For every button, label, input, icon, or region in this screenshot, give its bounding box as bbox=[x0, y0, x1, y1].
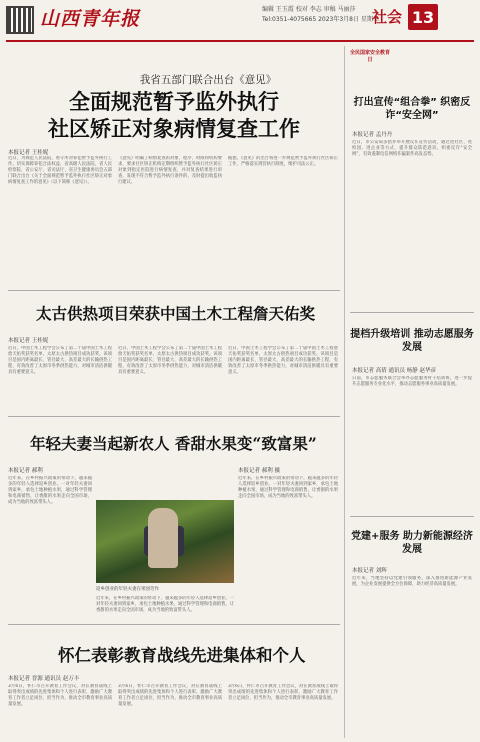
column-divider bbox=[344, 46, 345, 738]
article2-headline: 太古供热项目荣获中国土木工程詹天佑奖 bbox=[36, 304, 316, 323]
photo-caption: 返乡创业的年轻夫妻在果园劳作 bbox=[96, 587, 159, 592]
article3-col2: 近年来，在乡村振兴政策的带动下，越来越多的年轻人选择返乡创业。一对年轻夫妻回到家乡，承包土地种植水果，通过科学管理和电商销售，让香甜的水果走向全国市场，成为当地的致富带头人。 bbox=[96, 596, 234, 614]
sidebar-story3-byline: 本报记者 刘辉 bbox=[352, 568, 387, 574]
article3-col1: 近年来，在乡村振兴政策的带动下，越来越多的年轻人选择返乡创业。一对年轻夫妻回到家乡，承包土地种植水果，通过科学管理和电商销售，让香甜的水果走向全国市场，成为当地的致富带头人。 bbox=[8, 476, 92, 506]
divider bbox=[8, 416, 340, 417]
article4-byline: 本报记者 晋源 通讯员 赵万丰 bbox=[8, 676, 80, 682]
article3-col3: 近年来，在乡村振兴政策的带动下，越来越多的年轻人选择返乡创业。一对年轻夫妻回到家乡，承包土地种植水果，通过科学管理和电商销售，让香甜的水果走向全国市场，成为当地的致富带头人。 bbox=[238, 476, 338, 500]
article3-byline: 本报记者 郝利 bbox=[8, 468, 43, 474]
newspaper-logo: 山西青年报 bbox=[40, 8, 141, 30]
masthead bbox=[0, 0, 480, 44]
article4-headline: 怀仁表彰教育战线先进集体和个人 bbox=[58, 646, 306, 665]
article4-col3: 3月6日，怀仁市召开教育工作会议，对在教育战线上取得突出成绩的先进集体和个人进行表彰，激励广大教育工作者立足岗位、担当作为，推动全市教育事业高质量发展。 bbox=[228, 684, 338, 702]
article1-col3: 据悉，《意见》的出台将进一步规范暂予监外执行社区矫正工作，严格落实刑罚执行制度，维护司法公正。 bbox=[228, 156, 338, 168]
sidebar-story2-headline: 提档升级培训 推动志愿服务发展 bbox=[350, 329, 474, 353]
masthead-rule bbox=[6, 40, 474, 42]
divider bbox=[8, 624, 340, 625]
sidebar-story3-body: 近年来，当地坚持以党建引领服务，深入推进新能源产业发展，为企业发展提供全方位保障，助力经济高质量发展。 bbox=[352, 576, 472, 588]
article1-col2: 《意见》明确了病情复查的对象、程序、时限和机构要求，要求社区矫正机构定期组织暂予监外执行社区矫正对象到指定医院进行病情复查，并对复查结果进行审查，发现不符合暂予监外执行条件的，及时提出收监执行建议。 bbox=[118, 156, 222, 186]
article3-photo bbox=[96, 500, 234, 583]
article4-col2: 3月6日，怀仁市召开教育工作会议，对在教育战线上取得突出成绩的先进集体和个人进行表彰，激励广大教育工作者立足岗位、担当作为，推动全市教育事业高质量发展。 bbox=[118, 684, 222, 708]
article1-byline: 本报记者 王桂妮 bbox=[8, 150, 49, 156]
sidebar-badge: 全民国家安全教育日 bbox=[350, 50, 391, 63]
article2-byline: 本报记者 王桂妮 bbox=[8, 338, 49, 344]
article1-headline: 全面规范暂予监外执行 社区矫正对象病情复查工作 bbox=[48, 89, 300, 141]
page-number: 13 bbox=[408, 4, 438, 30]
divider bbox=[350, 516, 474, 517]
sidebar-story1-body: 近日，市公安局多措并举开展反诈宣传活动，通过进社区、进校园、进企业等方式，提升群众防范意识，织密反诈“安全网”，有效遏制电信网络诈骗案件高发态势。 bbox=[352, 140, 472, 158]
date-info: Tel:0351-4075665 2023年3月8日 星期三 bbox=[262, 16, 379, 23]
photo-credit: 本报记者 郝利 摄 bbox=[238, 468, 280, 474]
divider bbox=[350, 312, 474, 313]
article2-col2: 近日，中国土木工程学会公布了第二十届中国土木工程詹天佑奖获奖名单，太原太古供热项目成功获奖。该项目是国内距离最长、管径最大、高差最大的长输供热工程，有效改善了太原市冬季供热能力，对城市清洁供暖具有重要意义。 bbox=[118, 346, 222, 376]
sidebar-story1-byline: 本报记者 孟丹丹 bbox=[352, 132, 393, 138]
sidebar-story1-headline: 打出宣传“组合拳” 织密反诈“安全网” bbox=[353, 97, 471, 121]
article1-kicker: 我省五部门联合出台《意见》 bbox=[139, 74, 277, 86]
article1-col1: 近日，为规范人民法院、看守所对罪犯暂予监外执行工作，切实保障罪犯合法权益，省高级人民法院、省人民检察院、省公安厅、省司法厅、省卫生健康委员会五部门联合出台《关于全面规范暂予监外执行社区矫正对象病情复查工作的意见》（以下简称《意见》）。 bbox=[8, 156, 112, 186]
article3-headline: 年轻夫妻当起新农人 香甜水果变“致富果” bbox=[30, 434, 317, 453]
article2-col1: 近日，中国土木工程学会公布了第二十届中国土木工程詹天佑奖获奖名单，太原太古供热项目成功获奖。该项目是国内距离最长、管径最大、高差最大的长输供热工程，有效改善了太原市冬季供热能力，对城市清洁供暖具有重要意义。 bbox=[8, 346, 112, 376]
divider bbox=[8, 290, 340, 291]
sidebar-story2-body: 日前，市志愿服务联合会举办志愿服务骨干培训班，进一步提升志愿服务专业化水平，推动志愿服务事业高质量发展。 bbox=[352, 376, 472, 388]
qr-code-icon bbox=[6, 6, 34, 34]
section-title: 社会 bbox=[372, 8, 403, 26]
article4-col1: 3月6日，怀仁市召开教育工作会议，对在教育战线上取得突出成绩的先进集体和个人进行表彰，激励广大教育工作者立足岗位、担当作为，推动全市教育事业高质量发展。 bbox=[8, 684, 112, 708]
editor-info: 编辑 王玉霞 校对 李志 审稿 马丽莎 bbox=[262, 6, 356, 13]
sidebar-story3-headline: 党建+服务 助力新能源经济发展 bbox=[351, 531, 473, 555]
sidebar-story2-byline: 本报记者 高倩 通讯员 杨静 赵华彦 bbox=[352, 368, 436, 374]
article2-col3: 近日，中国土木工程学会公布了第二十届中国土木工程詹天佑奖获奖名单，太原太古供热项目成功获奖。该项目是国内距离最长、管径最大、高差最大的长输供热工程，有效改善了太原市冬季供热能力，对城市清洁供暖具有重要意义。 bbox=[228, 346, 338, 376]
